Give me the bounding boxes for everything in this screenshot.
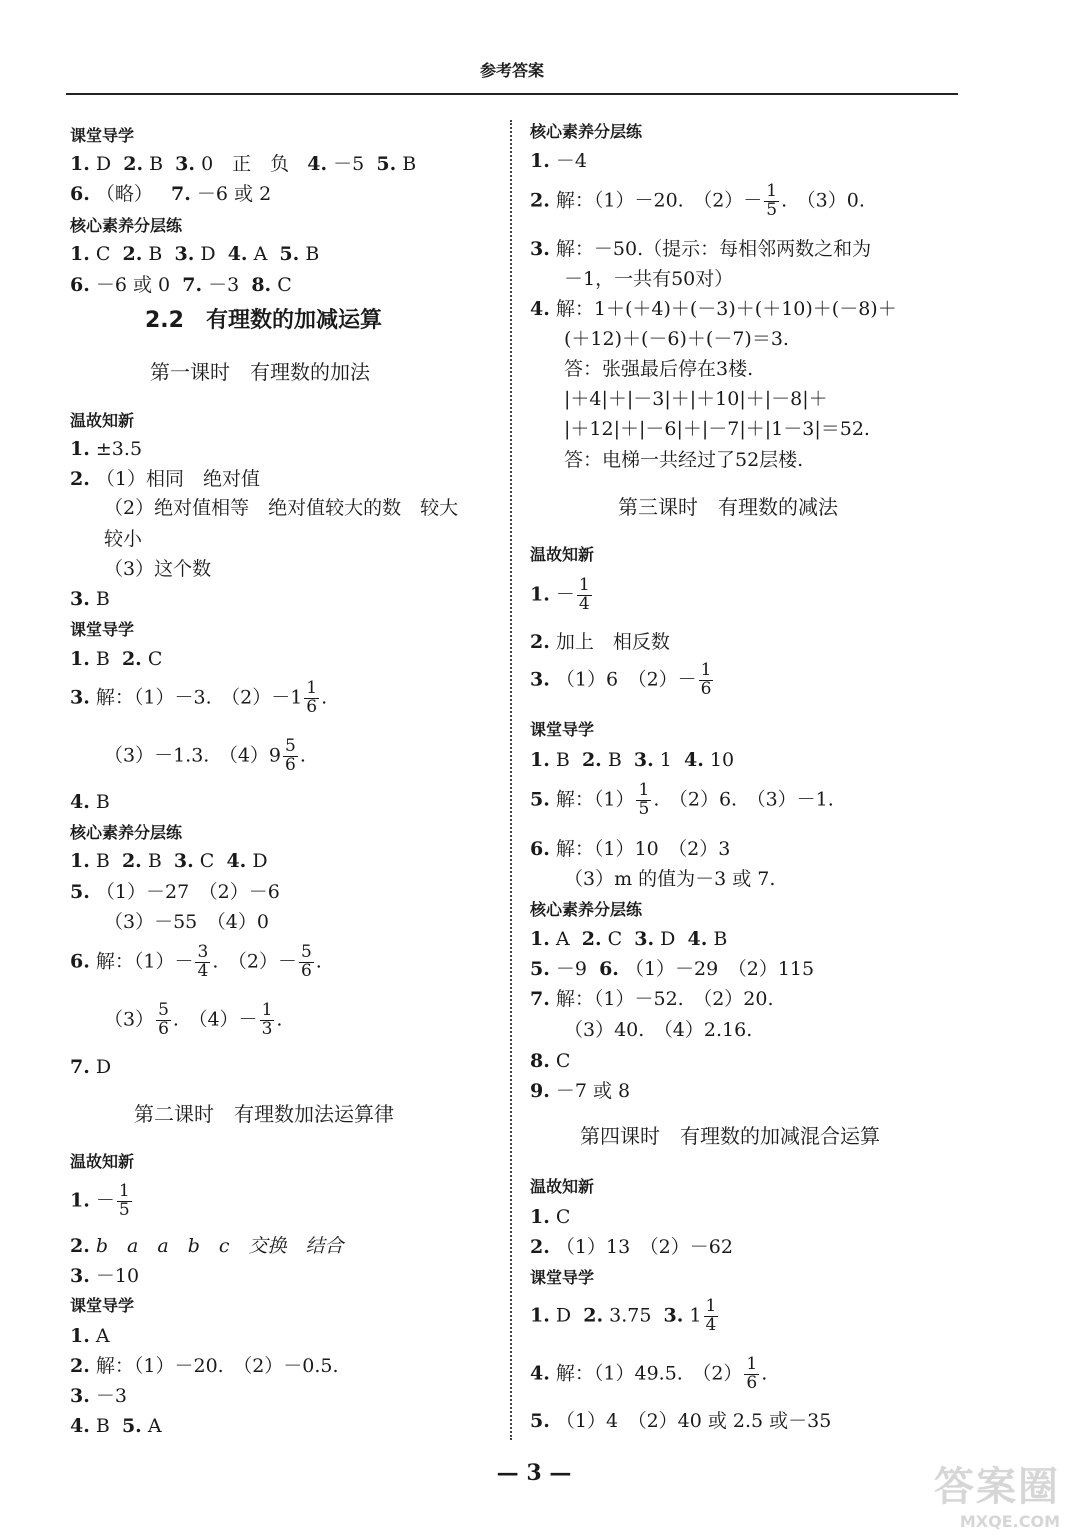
answer-line: －1，一共有50对）: [564, 268, 734, 290]
lesson-title: 第四课时 有理数的加减混合运算: [580, 1124, 880, 1148]
header-rule: [66, 93, 958, 95]
answer-line: 2. 解：（1）－20. （2）－0.5.: [70, 1355, 339, 1377]
answer-line: （3）－55 （4）0: [104, 911, 269, 933]
answer-line: 5. （1）4 （2）40 或 2.5 或－35: [530, 1410, 832, 1432]
fraction: $\frac{3}{4}$: [197, 942, 209, 981]
answer-line: （3）40. （4）2.16.: [564, 1019, 753, 1041]
answer-line: （3）m 的值为－3 或 7.: [564, 868, 776, 890]
section-label: 课堂导学: [530, 720, 595, 739]
answer-line: （3）这个数: [104, 558, 212, 580]
answer-line: 较小: [104, 528, 143, 550]
answer-line: 5. 解：（1） $\frac{1}{5}$ . （2）6. （3）－1.: [530, 780, 834, 819]
answer-line: 4. 解：1＋(＋4)＋(－3)＋(＋10)＋(－8)＋: [530, 298, 897, 320]
answer-line: 3. B: [70, 588, 110, 610]
answer-line: 9. －7 或 8: [530, 1080, 631, 1102]
answer-line: 8. C: [530, 1050, 571, 1072]
answer-line: 3. 解：（1）－3. （2）－1 $\frac{1}{6}$ .: [70, 678, 328, 717]
answer-line: （3） $\frac{5}{6}$ . （4）－ $\frac{1}{3}$ .: [104, 1000, 283, 1039]
section-label: 课堂导学: [70, 126, 135, 145]
answer-line: 6. 解：（1）－ $\frac{3}{4}$ . （2）－ $\frac{5}{6}$ .: [70, 942, 322, 981]
fraction: $\frac{1}{5}$: [766, 181, 778, 220]
watermark-logo: 答案圈 MXQE.COM: [934, 1464, 1060, 1531]
answer-line: 5. （1）－27 （2）－6: [70, 881, 280, 903]
answer-line: 1. C 2. B 3. D 4. A 5. B: [70, 243, 320, 265]
running-header: 参考答案: [479, 61, 544, 80]
answer-line: (＋12)＋(－6)＋(－7)＝3.: [564, 328, 789, 350]
answer-line: 6. 解：（1）10 （2）3: [530, 838, 731, 860]
section-label: 课堂导学: [70, 620, 135, 639]
answer-line: 2. 解：（1）－20. （2）－ $\frac{1}{5}$ . （3）0.: [530, 181, 865, 220]
fraction: $\frac{5}{6}$: [285, 736, 296, 775]
answer-line: 4. B: [70, 791, 110, 813]
page-number: — 3 —: [496, 1460, 572, 1486]
answer-line: 1. B 2. C: [70, 648, 163, 670]
section-label: 核心素养分层练: [530, 900, 643, 919]
answer-line: 7. D: [70, 1056, 112, 1078]
fraction: $\frac{1}{6}$: [746, 1354, 758, 1393]
answer-line: 1. B 2. B 3. C 4. D: [70, 850, 268, 872]
section-label: 核心素养分层练: [70, 823, 183, 842]
answer-line: 3. －3: [70, 1385, 127, 1407]
answer-line: |＋4|＋|－3|＋|＋10|＋|－8|＋: [564, 388, 828, 410]
fraction: $\frac{1}{4}$: [705, 1296, 717, 1335]
lesson-title: 第二课时 有理数加法运算律: [134, 1102, 394, 1126]
fraction: $\frac{1}{6}$: [700, 660, 712, 699]
fraction: $\frac{5}{6}$: [300, 942, 312, 981]
answer-line: 5. －9 6. （1）－29 （2）115: [530, 958, 815, 980]
fraction: $\frac{5}{6}$: [158, 1000, 169, 1039]
answer-line: （2）绝对值相等 绝对值较大的数 较大: [104, 497, 459, 519]
answer-line: 6. －6 或 0 7. －3 8. C: [70, 274, 292, 296]
answer-line: 1. D 2. 3.75 3. 1 $\frac{1}{4}$: [530, 1296, 717, 1335]
section-label: 核心素养分层练: [70, 216, 183, 235]
answer-line: （3）－1.3. （4）9 $\frac{5}{6}$ .: [104, 736, 306, 775]
lesson-title: 第三课时 有理数的减法: [618, 495, 838, 519]
fraction: $\frac{1}{5}$: [638, 780, 650, 819]
column-divider: [510, 120, 512, 1440]
section-label: 温故知新: [70, 1152, 135, 1171]
answer-line: 2. （1）相同 绝对值: [70, 468, 260, 490]
fraction: $\frac{1}{3}$: [261, 1000, 273, 1039]
fraction: $\frac{1}{5}$: [118, 1181, 130, 1220]
section-label: 温故知新: [530, 545, 595, 564]
answer-line: 1. C: [530, 1206, 571, 1228]
answer-line: 4. 解：（1）49.5. （2） $\frac{1}{6}$ .: [530, 1354, 768, 1393]
answer-line: 3. 解：－50.（提示：每相邻两数之和为: [530, 238, 872, 260]
answer-line: 2. 加上 相反数: [530, 631, 670, 653]
answer-line: 1. B 2. B 3. 1 4. 10: [530, 749, 735, 771]
section-label: 温故知新: [530, 1177, 595, 1196]
section-label: 课堂导学: [70, 1296, 135, 1315]
lesson-title: 第一课时 有理数的加法: [150, 360, 370, 384]
answer-line: 2. （1）13 （2）－62: [530, 1236, 733, 1258]
section-label: 核心素养分层练: [530, 122, 643, 141]
fraction: $\frac{1}{6}$: [306, 678, 318, 717]
answer-line: 6. （略） 7. －6 或 2: [70, 183, 272, 205]
answer-line: 1. － $\frac{1}{4}$: [530, 575, 590, 614]
answer-line: 7. 解：（1）－52. （2）20.: [530, 988, 774, 1010]
answer-line: 4. B 5. A: [70, 1415, 162, 1437]
section-title: 2.2 有理数的加减运算: [145, 308, 382, 333]
answer-line: 1. D 2. B 3. 0 正 负 4. －5 5. B: [70, 153, 417, 175]
answer-line: 答：电梯一共经过了52层楼.: [564, 449, 804, 471]
answer-line: 1. A: [70, 1325, 110, 1347]
section-label: 课堂导学: [530, 1268, 595, 1287]
fraction: $\frac{1}{4}$: [578, 575, 590, 614]
answer-line: 2. b a a b c 交换 结合: [70, 1235, 344, 1257]
answer-line: 1. ±3.5: [70, 438, 143, 460]
answer-line: 答：张强最后停在3楼.: [564, 358, 754, 380]
answer-line: 3. （1）6 （2）－ $\frac{1}{6}$: [530, 660, 712, 699]
answer-line: 3. －10: [70, 1265, 140, 1287]
answer-line: 1. － $\frac{1}{5}$: [70, 1181, 130, 1220]
answer-line: 1. A 2. C 3. D 4. B: [530, 928, 728, 950]
answer-line: 1. －4: [530, 150, 587, 172]
answer-line: |＋12|＋|－6|＋|－7|＋|1－3|＝52.: [564, 418, 870, 440]
section-label: 温故知新: [70, 411, 135, 430]
